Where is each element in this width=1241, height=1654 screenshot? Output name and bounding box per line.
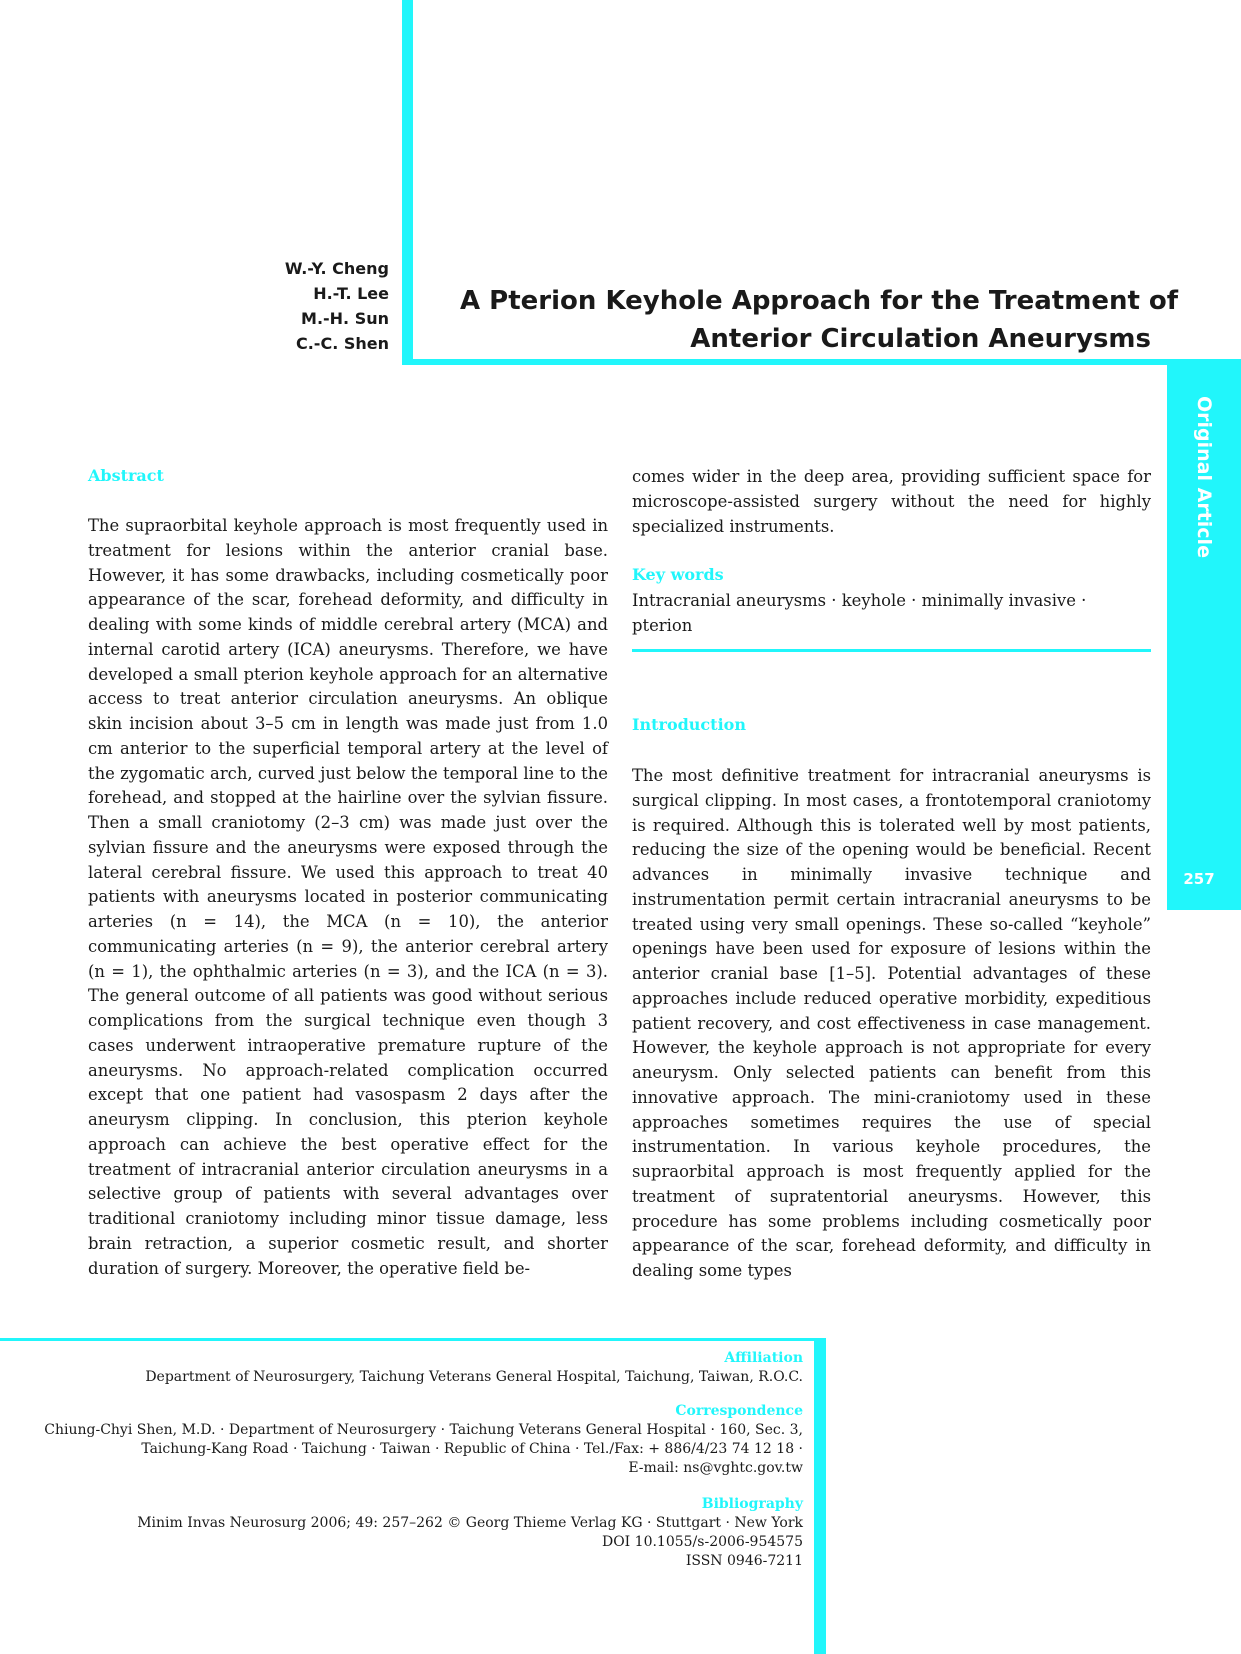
introduction-body: [632, 764, 1151, 1284]
affiliation-text: Department of Neurosurgery, Taichung Veterans General Hospital, Taichung, Taiwan, R.O.C.: [145, 1369, 803, 1385]
correspondence-line: Taichung-Kang Road · Taichung · Taiwan · Republic of China · Tel./Fax: + 886/4/23 74 12 18 ·: [141, 1441, 803, 1457]
abstract-paragraph: The supraorbital keyhole approach is most frequently used in treatment for lesions within the anterior cranial base. However, it has some drawbacks, including cosmetically poor appearance of the scar, forehead deformity, and difficulty in dealing with some kinds of middle cerebral artery (MCA) and internal carotid artery (ICA) aneurysms. Therefore, we have developed a small pterion keyhole approach for an alternative access to treat anterior circulation aneurysms. An oblique skin incision about 3–5 cm in length was made just from 1.0 cm anterior to the superficial temporal artery at the level of the zygomatic arch, curved just below the temporal line to the forehead, and stopped at the hairline over the sylvian fissure. Then a small craniotomy (2–3 cm) was made just over the sylvian fissure and the aneurysms were exposed through the lateral cerebral fissure. We used this approach to treat 40 patients with aneurysms located in posterior communicating arteries (n = 14), the MCA (n = 10), the anterior communicating arteries (n = 9), the anterior cerebral artery (n = 1), the ophthalmic arteries (n = 3), and the ICA (n = 3). The general outcome of all patients was good without serious complications from the surgical technique even though 3 cases underwent intraoperative premature rupture of the aneurysms. No approach-related complication occurred except that one patient had vasospasm 2 days after the aneurysm clipping. In conclusion, this pterion keyhole approach can achieve the best operative effect for the treatment of intracranial anterior circulation aneurysms in a selective group of patients with several advantages over traditional craniotomy including minor tissue damage, less brain retraction, a superior cosmetic result, and shorter duration of surgery. Moreover, the operative field be-: [88, 516, 608, 1278]
bibliography-heading: Bibliography: [701, 1496, 803, 1512]
title-underline-rule: [402, 359, 1241, 365]
bibliography-line: ISSN 0946-7211: [685, 1553, 803, 1569]
abstract-continuation: [632, 465, 1151, 539]
affiliation-heading: Affiliation: [724, 1350, 803, 1366]
page-number: 257: [1183, 870, 1215, 888]
author-name: C.-C. Shen: [295, 334, 389, 353]
keywords-heading: Key words: [632, 565, 724, 584]
abstract-paragraph: comes wider in the deep area, providing sufficient space for microscope-assisted surgery without the need for highly specialized instruments.: [632, 467, 1151, 536]
affiliation-block: [145, 1349, 803, 1387]
abstract-heading: Abstract: [88, 466, 164, 485]
title-line: A Pterion Keyhole Approach for the Treatment of: [460, 286, 1179, 316]
bibliography-block: [137, 1495, 803, 1571]
title-line: Anterior Circulation Aneurysms: [690, 324, 1151, 354]
bibliography-line: Minim Invas Neurosurg 2006; 49: 257–262 © Georg Thieme Verlag KG · Stuttgart · New York: [137, 1515, 803, 1531]
author-name: M.-H. Sun: [301, 309, 389, 328]
author-name: H.-T. Lee: [313, 284, 389, 303]
correspondence-heading: Correspondence: [675, 1403, 803, 1419]
article-title: [460, 282, 1179, 358]
footer-top-rule: [0, 1338, 826, 1341]
correspondence-line: Chiung-Chyi Shen, M.D. · Department of Neurosurgery · Taichung Veterans General Hospital · 160, Sec. 3,: [44, 1422, 803, 1438]
article-type-label: Original Article: [1193, 396, 1215, 558]
bibliography-line: DOI 10.1055/s-2006-954575: [601, 1534, 803, 1550]
introduction-heading: Introduction: [632, 715, 746, 734]
abstract-body: [88, 514, 608, 1281]
top-vertical-rule: [402, 0, 413, 365]
correspondence-block: [44, 1402, 803, 1478]
correspondence-line: E-mail: ns@vghtc.gov.tw: [628, 1460, 803, 1476]
footer-vertical-rule: [814, 1338, 826, 1654]
introduction-paragraph: The most definitive treatment for intracranial aneurysms is surgical clipping. In most cases, a frontotemporal craniotomy is required. Although this is tolerated well by most patients, reducing the size of the opening would be beneficial. Recent advances in minimally invasive technique and instrumentation permit certain intracranial aneurysms to be treated using very small openings. These so-called “keyhole” openings have been used for exposure of lesions within the anterior cranial base [1–5]. Potential advantages of these approaches include reduced operative morbidity, expeditious patient recovery, and cost effectiveness in case management. However, the keyhole approach is not appropriate for every aneurysm. Only selected patients can benefit from this innovative approach. The mini-craniotomy used in these approaches sometimes requires the use of special instrumentation. In various keyhole procedures, the supraorbital approach is most frequently applied for the treatment of supratentorial aneurysms. However, this procedure has some problems including cosmetically poor appearance of the scar, forehead deformity, and difficulty in dealing some types: [632, 766, 1151, 1280]
author-list: [285, 256, 389, 356]
keywords-list: Intracranial aneurysms · keyhole · minimally invasive · pterion: [632, 591, 1087, 635]
keywords-rule: [632, 649, 1151, 652]
author-name: W.-Y. Cheng: [284, 259, 389, 278]
